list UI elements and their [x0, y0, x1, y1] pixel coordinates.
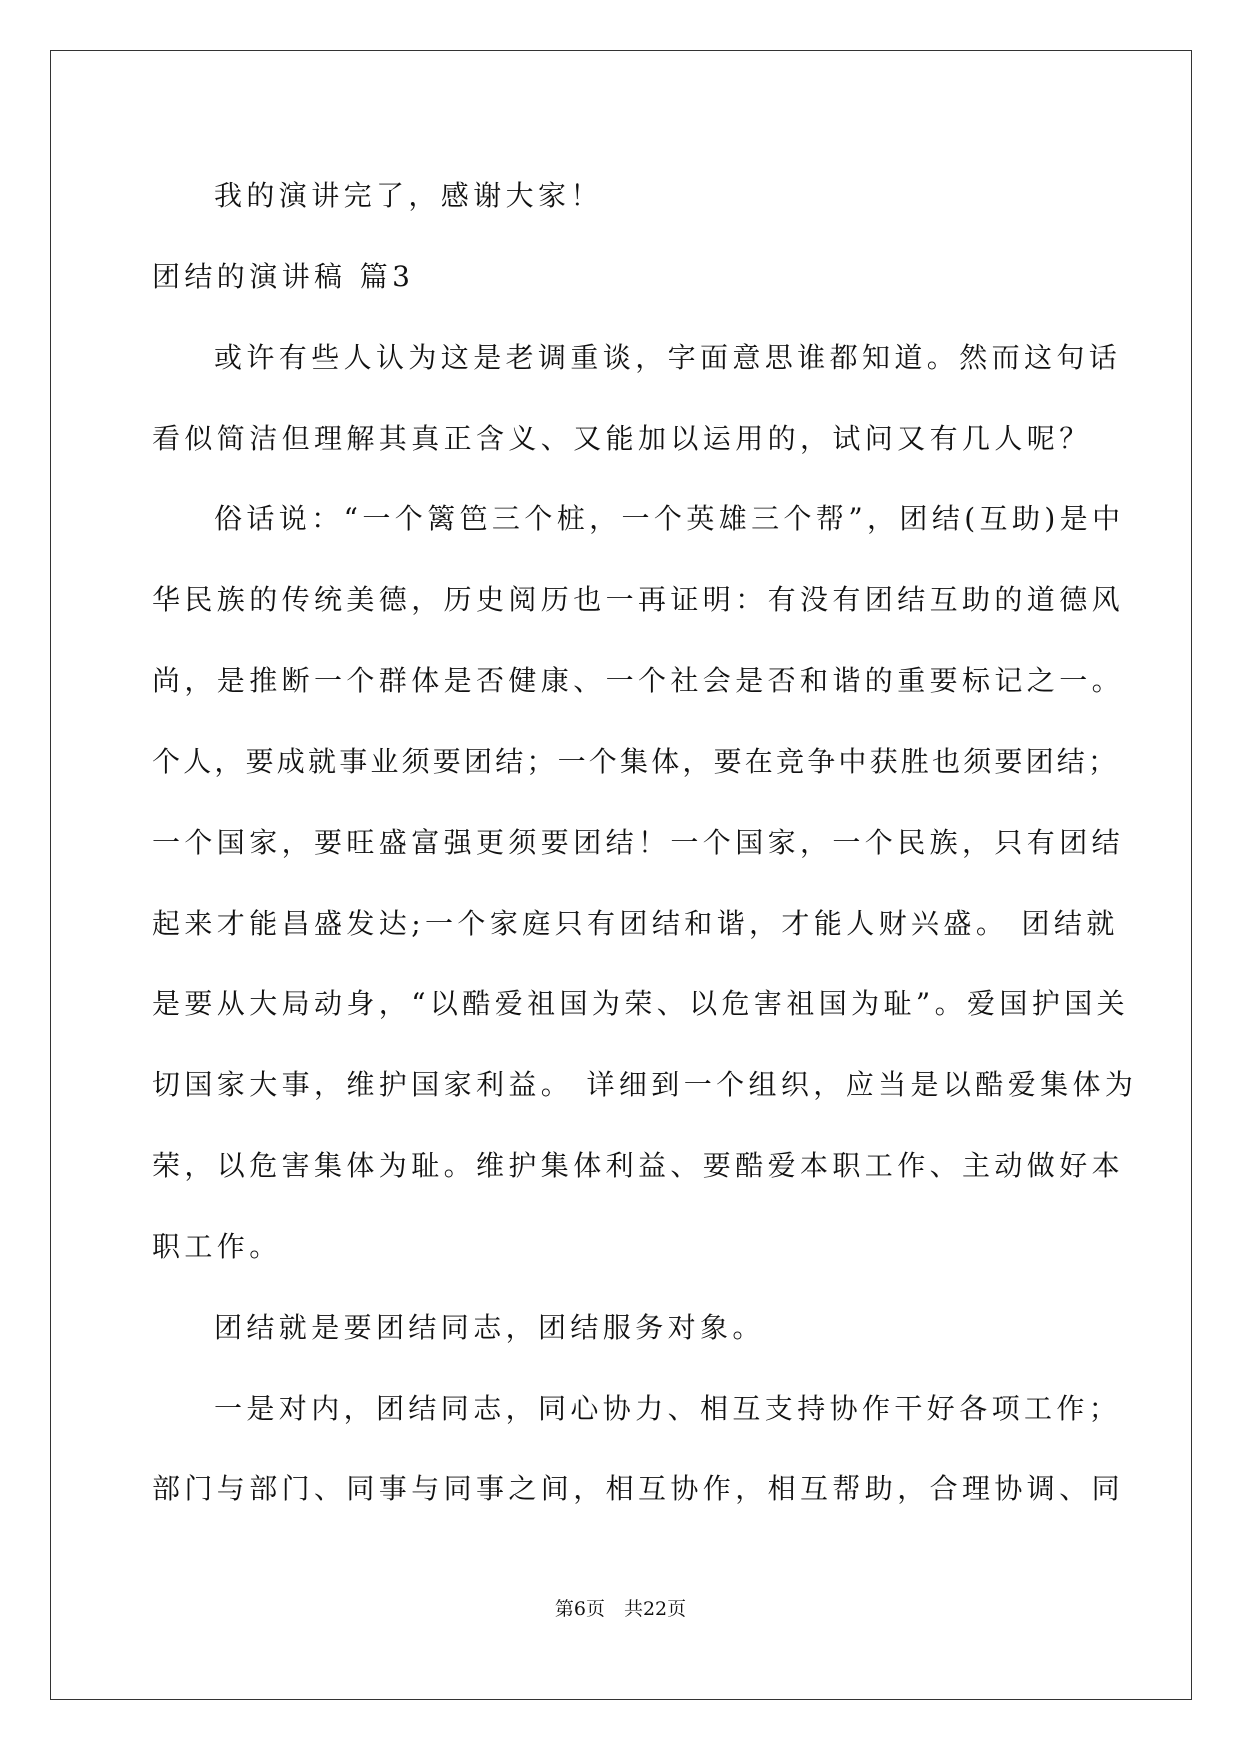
page-frame	[50, 50, 1192, 1700]
paragraph-line: 一是对内，团结同志，同心协力、相互支持协作干好各项工作；	[214, 1392, 1122, 1425]
paragraph-line: 华民族的传统美德，历史阅历也一再证明：有没有团结互助的道德风	[152, 583, 1125, 616]
section-heading: 团结的演讲稿 篇3	[152, 260, 415, 293]
paragraph-line: 我的演讲完了，感谢大家！	[214, 179, 603, 212]
paragraph-line: 团结就是要团结同志，团结服务对象。	[214, 1311, 765, 1344]
paragraph-line: 切国家大事，维护国家利益。 详细到一个组织，应当是以酷爱集体为	[152, 1068, 1138, 1101]
paragraph-line: 个人，要成就事业须要团结；一个集体，要在竞争中获胜也须要团结；	[152, 745, 1120, 778]
paragraph-line: 职工作。	[152, 1230, 282, 1263]
paragraph-line: 一个国家，要旺盛富强更须要团结！一个国家，一个民族，只有团结	[152, 826, 1125, 859]
paragraph-line: 俗话说：“一个篱笆三个桩，一个英雄三个帮”，团结(互助)是中	[214, 502, 1125, 535]
page-number: 第6页 共22页	[554, 1598, 687, 1620]
paragraph-line: 看似简洁但理解其真正含义、又能加以运用的，试问又有几人呢？	[152, 422, 1092, 455]
paragraph-line: 荣，以危害集体为耻。维护集体利益、要酷爱本职工作、主动做好本	[152, 1149, 1125, 1182]
paragraph-line: 或许有些人认为这是老调重谈，字面意思谁都知道。然而这句话	[214, 341, 1122, 374]
paragraph-line: 是要从大局动身，“以酷爱祖国为荣、以危害祖国为耻”。爱国护国关	[152, 987, 1130, 1020]
paragraph-line: 部门与部门、同事与同事之间，相互协作，相互帮助，合理协调、同	[152, 1472, 1125, 1505]
paragraph-line: 起来才能昌盛发达;一个家庭只有团结和谐，才能人财兴盛。 团结就	[152, 907, 1119, 940]
paragraph-line: 尚，是推断一个群体是否健康、一个社会是否和谐的重要标记之一。	[152, 664, 1125, 697]
